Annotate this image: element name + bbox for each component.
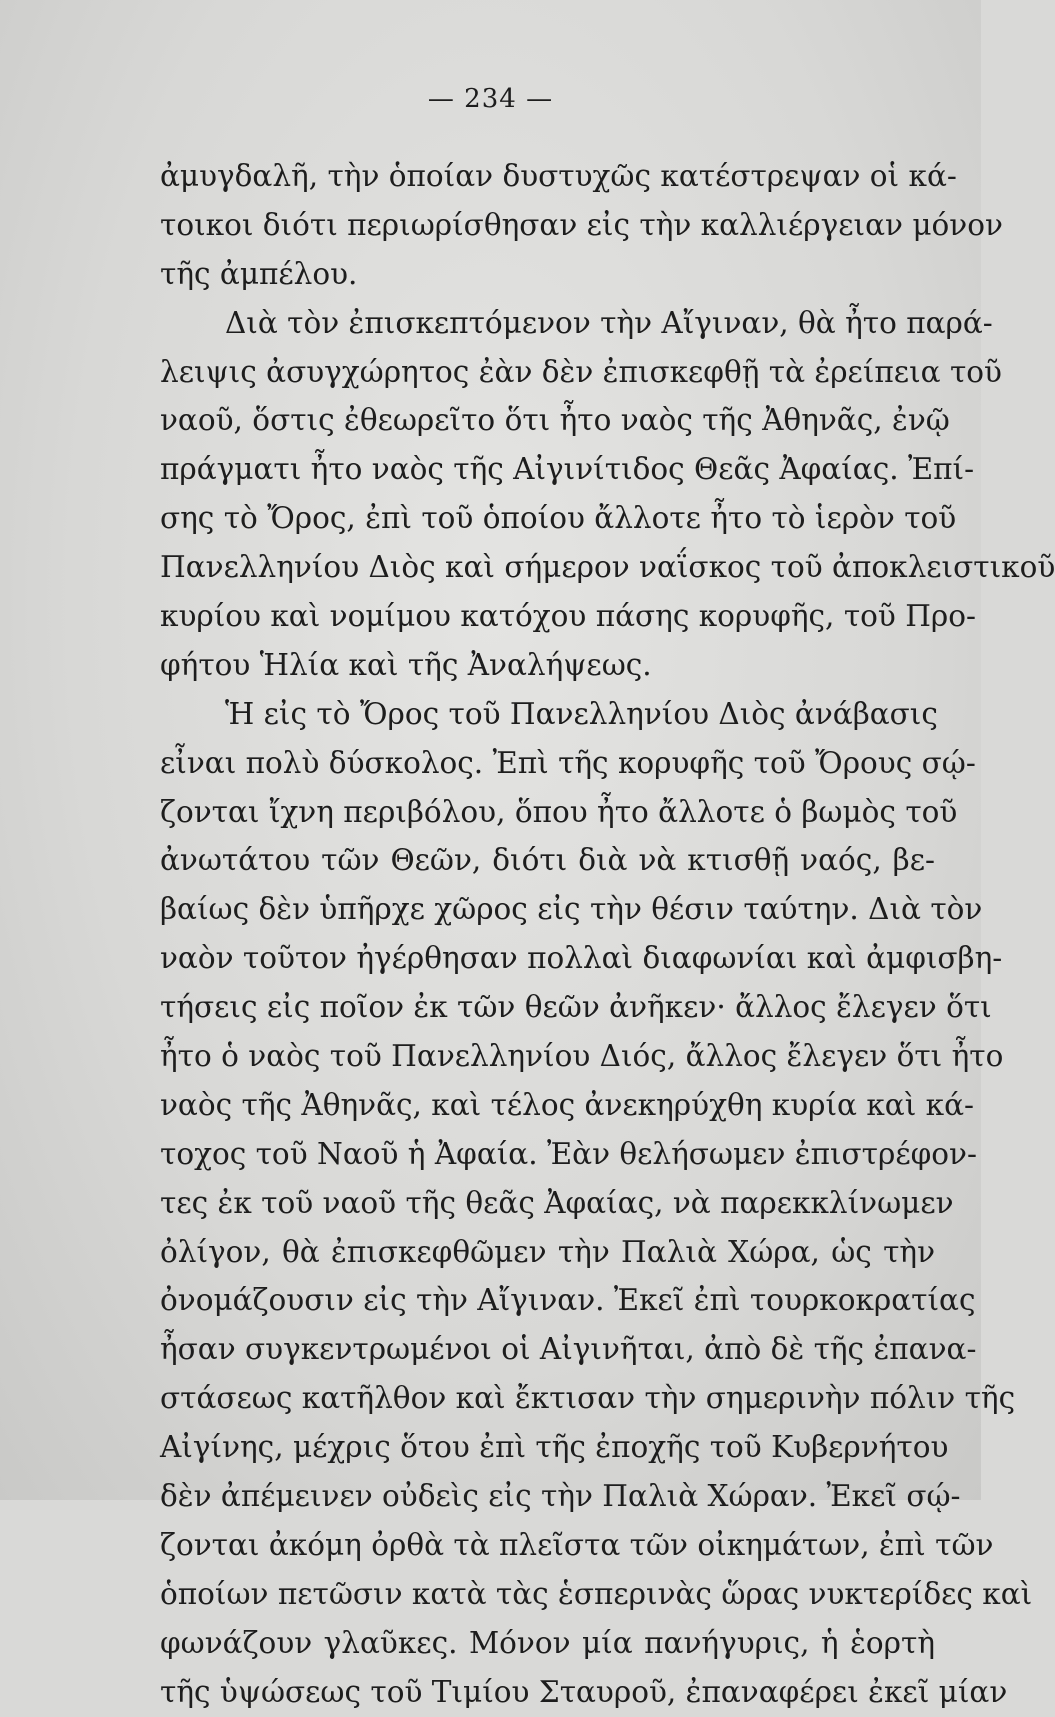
- text-line: ἦτο ὁ ναὸς τοῦ Πανελληνίου Διός, ἄλλος ἔλεγεν ὅτι ἦτο: [160, 1039, 1004, 1074]
- text-line: Αἰγίνης, μέχρις ὅτου ἐπὶ τῆς ἐποχῆς τοῦ Κυβερνήτου: [160, 1430, 949, 1465]
- text-line: ἦσαν συγκεντρωμένοι οἱ Αἰγινῆται, ἀπὸ δὲ τῆς ἐπανα-: [160, 1332, 977, 1367]
- text-line: ὁποίων πετῶσιν κατὰ τὰς ἑσπερινὰς ὥρας νυκτερίδες καὶ: [160, 1576, 1033, 1611]
- text-line: τήσεις εἰς ποῖον ἐκ τῶν θεῶν ἀνῆκεν· ἄλλος ἔλεγεν ὅτι: [160, 990, 992, 1025]
- text-line: Πανελληνίου Διὸς καὶ σήμερον ναΐσκος τοῦ ἀποκλειστικοῦ: [160, 550, 1055, 585]
- text-line: ναὸν τοῦτον ἠγέρθησαν πολλαὶ διαφωνίαι καὶ ἀμφισβη-: [160, 941, 1003, 976]
- text-line: ὀλίγον, θὰ ἐπισκεφθῶμεν τὴν Παλιὰ Χώρα, ὡς τὴν: [160, 1234, 935, 1269]
- text-line: κυρίου καὶ νομίμου κατόχου πάσης κορυφῆς, τοῦ Προ-: [160, 599, 977, 634]
- text-line: στάσεως κατῆλθον καὶ ἔκτισαν τὴν σημερινὴν πόλιν τῆς: [160, 1381, 1016, 1416]
- text-line: τῆς ὑψώσεως τοῦ Τιμίου Σταυροῦ, ἐπαναφέρει ἐκεῖ μίαν: [160, 1674, 1008, 1709]
- text-line: ἀμυγδαλῆ, τὴν ὁποίαν δυστυχῶς κατέστρεψαν οἱ κά-: [160, 159, 957, 193]
- text-line: ναὸς τῆς Ἀθηνᾶς, καὶ τέλος ἀνεκηρύχθη κυρία καὶ κά-: [160, 1087, 974, 1122]
- text-line: Διὰ τὸν ἐπισκεπτόμενον τὴν Αἴγιναν, θὰ ἦτο παρά-: [225, 305, 993, 340]
- text-line: Ἡ εἰς τὸ Ὄρος τοῦ Πανελληνίου Διὸς ἀνάβασις: [225, 696, 938, 731]
- text-line: τοχος τοῦ Ναοῦ ἡ Ἀφαία. Ἐὰν θελήσωμεν ἐπιστρέφον-: [160, 1136, 977, 1171]
- text-line: βαίως δὲν ὑπῆρχε χῶρος εἰς τὴν θέσιν ταύτην. Διὰ τὸν: [160, 892, 983, 927]
- text-line: ὀνομάζουσιν εἰς τὴν Αἴγιναν. Ἐκεῖ ἐπὶ τουρκοκρατίας: [160, 1283, 976, 1318]
- text-line: σης τὸ Ὄρος, ἐπὶ τοῦ ὁποίου ἄλλοτε ἦτο τὸ ἱερὸν τοῦ: [160, 501, 957, 536]
- text-line: τοικοι διότι περιωρίσθησαν εἰς τὴν καλλιέργειαν μόνον: [160, 207, 1003, 242]
- text-line: πράγματι ἦτο ναὸς τῆς Αἰγινίτιδος Θεᾶς Ἀφαίας. Ἐπί-: [160, 452, 975, 487]
- text-line: ζονται ἴχνη περιβόλου, ὅπου ἦτο ἄλλοτε ὁ βωμὸς τοῦ: [160, 794, 958, 829]
- page-number: — 234 —: [427, 84, 554, 114]
- text-line: λειψις ἀσυγχώρητος ἐὰν δὲν ἐπισκεφθῇ τὰ ἐρείπεια τοῦ: [160, 354, 1002, 389]
- body-text: [160, 152, 1055, 1717]
- text-line: ἀνωτάτου τῶν Θεῶν, διότι διὰ νὰ κτισθῇ ναός, βε-: [160, 843, 935, 878]
- text-line: ζονται ἀκόμη ὀρθὰ τὰ πλεῖστα τῶν οἰκημάτων, ἐπὶ τῶν: [160, 1527, 994, 1562]
- text-line: φωνάζουν γλαῦκες. Μόνον μία πανήγυρις, ἡ ἑορτὴ: [160, 1625, 935, 1660]
- text-line: φήτου Ἡλία καὶ τῆς Ἀναλήψεως.: [160, 647, 652, 682]
- text-line: τῆς ἀμπέλου.: [160, 256, 358, 291]
- text-line: εἶναι πολὺ δύσκολος. Ἐπὶ τῆς κορυφῆς τοῦ Ὄρους σῴ-: [160, 745, 976, 780]
- text-line: ναοῦ, ὅστις ἐθεωρεῖτο ὅτι ἦτο ναὸς τῆς Ἀθηνᾶς, ἐνῷ: [160, 403, 950, 438]
- text-line: τες ἐκ τοῦ ναοῦ τῆς θεᾶς Ἀφαίας, νὰ παρεκκλίνωμεν: [160, 1185, 954, 1220]
- text-line: δὲν ἀπέμεινεν οὐδεὶς εἰς τὴν Παλιὰ Χώραν. Ἐκεῖ σῴ-: [160, 1479, 961, 1514]
